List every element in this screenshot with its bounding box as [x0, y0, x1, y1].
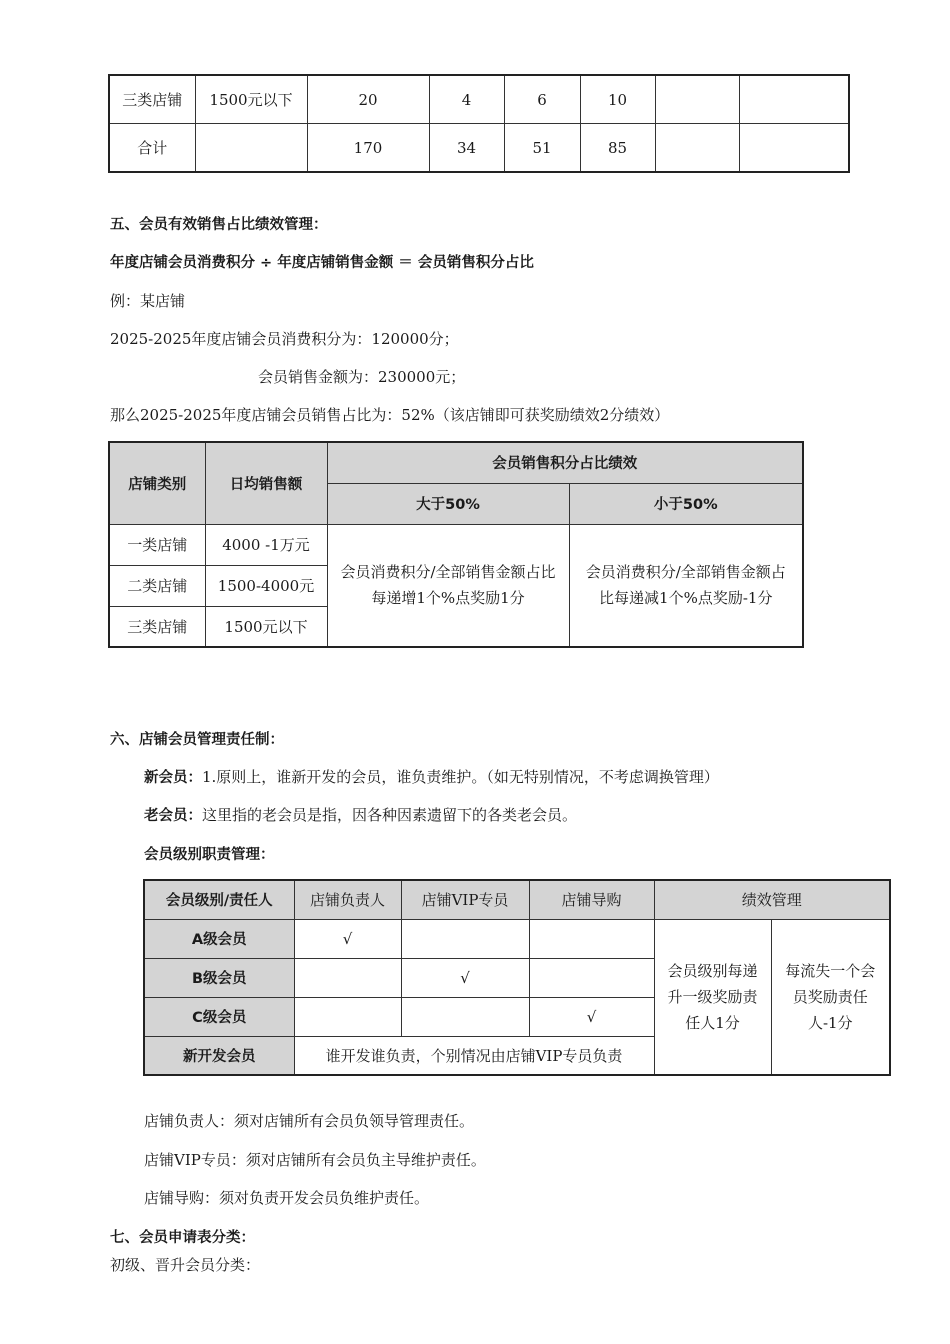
less-rule-cell: 会员消费积分/全部销售金额占比每递减1个%点奖励-1分 — [569, 524, 803, 647]
table-cell: 三类店铺 — [109, 75, 195, 124]
table-row — [144, 919, 890, 958]
table-cell: 二类店铺 — [109, 565, 205, 606]
table-row — [109, 124, 849, 173]
header-level: 会员级别/责任人 — [144, 880, 294, 919]
perf-upgrade-cell: 会员级别每递升一级奖励责任人1分 — [654, 919, 771, 1075]
duty-heading: 会员级别职责管理： — [144, 847, 275, 863]
level-c-label: C级会员 — [144, 997, 294, 1036]
greater-rule-cell: 会员消费积分/全部销售金额占比每递增1个%点奖励1分 — [327, 524, 569, 647]
table-row — [109, 75, 849, 124]
table-cell: 1500元以下 — [195, 75, 307, 124]
check-cell — [294, 997, 401, 1036]
check-cell — [401, 919, 529, 958]
table-cell: 51 — [504, 124, 580, 173]
check-cell — [401, 997, 529, 1036]
example-line-1: 2025-2025年度店铺会员消费积分为：120000分； — [110, 330, 459, 348]
table-row — [109, 442, 803, 483]
example-line-2: 会员销售金额为：230000元； — [258, 368, 466, 386]
table-cell: 85 — [580, 124, 655, 173]
section-7-heading: 七、会员申请表分类： — [110, 1230, 255, 1246]
section-7-subheading: 初级、晋升会员分类： — [110, 1256, 261, 1274]
header-less-50: 小于50% — [569, 483, 803, 524]
header-vip-specialist: 店铺VIP专员 — [401, 880, 529, 919]
formula-text: 年度店铺会员消费积分 ÷ 年度店铺销售金额 ＝ 会员销售积分占比 — [110, 255, 534, 271]
table-cell — [739, 124, 849, 173]
table-row — [144, 880, 890, 919]
table-cell: 一类店铺 — [109, 524, 205, 565]
header-store-manager: 店铺负责人 — [294, 880, 401, 919]
new-member-label: 新会员： — [144, 770, 202, 786]
new-dev-label: 新开发会员 — [144, 1036, 294, 1075]
check-cell: √ — [401, 958, 529, 997]
new-member-text: 1.原则上，谁新开发的会员，谁负责维护。（如无特别情况，不考虑调换管理） — [202, 768, 719, 786]
table-cell — [739, 75, 849, 124]
table-cell: 4 — [429, 75, 504, 124]
table-cell: 1500元以下 — [205, 606, 327, 647]
sales-ratio-performance-table — [108, 441, 804, 648]
table-cell — [655, 75, 739, 124]
table-cell: 1500-4000元 — [205, 565, 327, 606]
duty-line-vip: 店铺VIP专员：须对店铺所有会员负主导维护责任。 — [144, 1151, 486, 1169]
perf-loss-cell: 每流失一个会员奖励责任人-1分 — [771, 919, 890, 1075]
level-b-label: B级会员 — [144, 958, 294, 997]
check-cell: √ — [529, 997, 654, 1036]
duty-line-manager: 店铺负责人：须对店铺所有会员负领导管理责任。 — [144, 1112, 475, 1130]
table-cell: 6 — [504, 75, 580, 124]
table-cell: 170 — [307, 124, 429, 173]
table-cell: 20 — [307, 75, 429, 124]
table-row — [109, 524, 803, 565]
member-level-duty-table — [143, 879, 891, 1076]
header-daily-sales: 日均销售额 — [205, 442, 327, 524]
old-member-line — [144, 804, 577, 825]
check-cell — [529, 919, 654, 958]
check-cell — [529, 958, 654, 997]
store-quota-table — [108, 74, 850, 173]
header-performance-mgmt: 绩效管理 — [654, 880, 890, 919]
section-6-heading: 六、店铺会员管理责任制： — [110, 732, 284, 748]
table-cell: 34 — [429, 124, 504, 173]
duty-line-guide: 店铺导购：须对负责开发会员负维护责任。 — [144, 1189, 430, 1207]
table-cell: 4000 -1万元 — [205, 524, 327, 565]
header-store-type: 店铺类别 — [109, 442, 205, 524]
table-cell — [195, 124, 307, 173]
header-greater-50: 大于50% — [327, 483, 569, 524]
new-dev-text: 谁开发谁负责，个别情况由店铺VIP专员负责 — [294, 1036, 654, 1075]
check-cell — [294, 958, 401, 997]
header-shop-guide: 店铺导购 — [529, 880, 654, 919]
table-cell — [655, 124, 739, 173]
header-performance: 会员销售积分占比绩效 — [327, 442, 803, 483]
table-cell: 合计 — [109, 124, 195, 173]
new-member-line — [144, 766, 719, 787]
old-member-label: 老会员： — [144, 808, 202, 824]
example-label: 例：某店铺 — [110, 292, 186, 310]
table-cell: 三类店铺 — [109, 606, 205, 647]
section-5-heading: 五、会员有效销售占比绩效管理： — [110, 217, 328, 233]
level-a-label: A级会员 — [144, 919, 294, 958]
table-cell: 10 — [580, 75, 655, 124]
example-line-3: 那么2025-2025年度店铺会员销售占比为：52%（该店铺即可获奖励绩效2分绩效） — [110, 406, 670, 424]
check-cell: √ — [294, 919, 401, 958]
old-member-text: 这里指的老会员是指，因各种因素遗留下的各类老会员。 — [202, 806, 578, 824]
